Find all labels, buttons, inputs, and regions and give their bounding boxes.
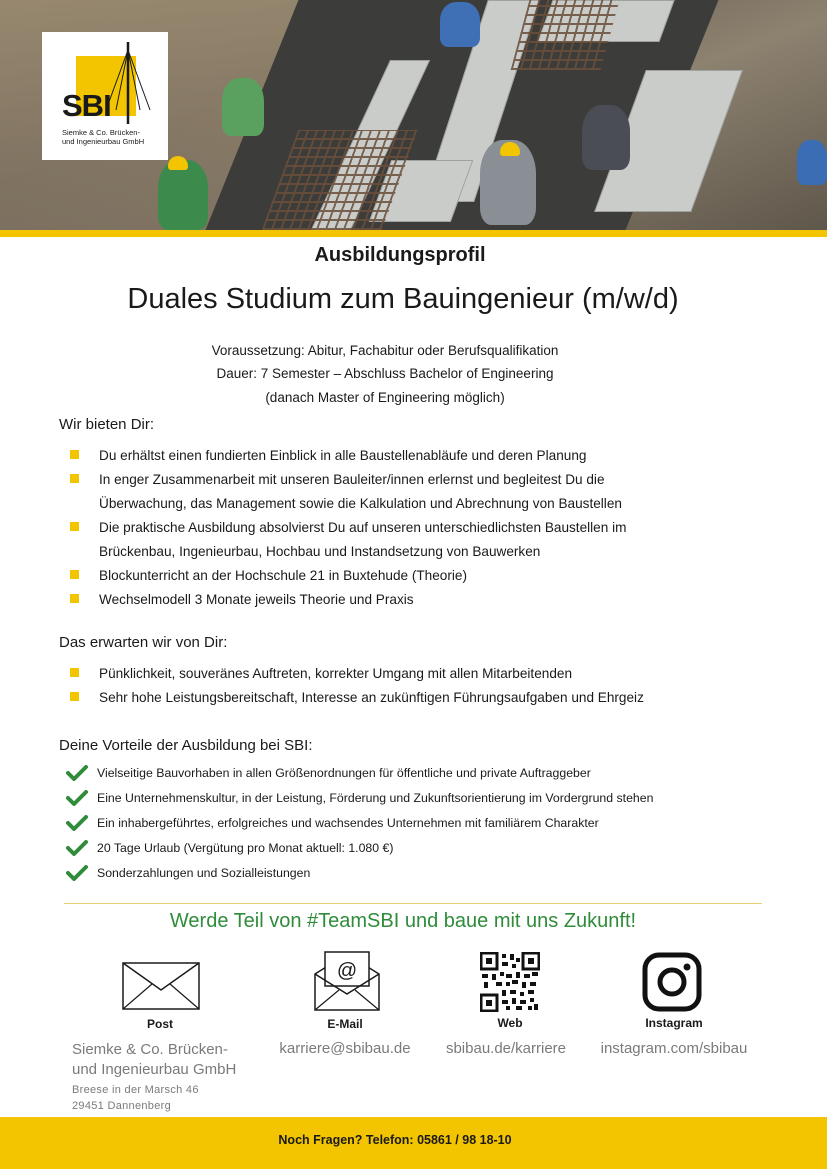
post-label: Post <box>146 1017 173 1031</box>
bullet-square-icon <box>70 522 79 531</box>
requirement-line: Voraussetzung: Abitur, Fachabitur oder Berufsqualifikation <box>211 343 559 358</box>
list-item: Wechselmodell 3 Monate jeweils Theorie und Praxis <box>66 588 766 612</box>
list-item: Blockunterricht an der Hochschule 21 in Buxtehude (Theorie) <box>66 564 766 588</box>
list-item: Sehr hohe Leistungsbereitschaft, Interesse an zukünftigen Führungsaufgaben und Ehrgeiz <box>66 686 766 710</box>
envelope-icon <box>122 962 200 1010</box>
email-link[interactable]: karriere@sbibau.de <box>279 1040 411 1057</box>
address-company <box>72 1040 272 1080</box>
footer-contact: Noch Fragen? Telefon: 05861 / 98 18-10 <box>278 1133 512 1147</box>
duration-line: Dauer: 7 Semester – Abschluss Bachelor of Engineering <box>216 366 554 381</box>
instagram-label: Instagram <box>645 1016 703 1030</box>
list-item: Ein inhabergeführtes, erfolgreiches und wachsendes Unternehmen mit familiärem Charakter <box>66 811 766 836</box>
offer-list <box>66 444 766 612</box>
bullet-square-icon <box>70 668 79 677</box>
address-street: Breese in der Marsch 46 <box>72 1084 199 1096</box>
company-logo <box>42 32 168 160</box>
list-item: 20 Tage Urlaub (Vergütung pro Monat aktuell: 1.080 €) <box>66 836 766 861</box>
divider-line <box>64 903 762 904</box>
bullet-square-icon <box>70 692 79 701</box>
logo-brand: SBI <box>62 88 111 123</box>
email-label: E-Mail <box>327 1017 363 1031</box>
bridge-mast-icon <box>102 40 162 126</box>
benefits-heading: Deine Vorteile der Ausbildung bei SBI: <box>59 737 313 754</box>
list-item: Eine Unternehmenskultur, in der Leistung, Förderung und Zukunftsorientierung im Vordergrund stehen <box>66 786 766 811</box>
address-city: 29451 Dannenberg <box>72 1100 171 1112</box>
profile-label: Ausbildungsprofil <box>314 244 486 266</box>
page-title: Duales Studium zum Bauingenieur (m/w/d) <box>127 283 679 315</box>
bullet-square-icon <box>70 474 79 483</box>
email-at-icon[interactable] <box>313 950 381 1012</box>
logo-company-line1: Siemke & Co. Brücken- <box>62 128 140 137</box>
list-item: Die praktische Ausbildung absolvierst Du auf unseren unterschiedlichsten Baustellen im Brückenbau, Ingenieurbau, Hochbau und Instandsetzung von Bauwerken <box>66 516 766 564</box>
instagram-link[interactable]: instagram.com/sbibau <box>600 1040 748 1057</box>
logo-company-line2: und Ingenieurbau GmbH <box>62 137 145 146</box>
list-item: Vielseitige Bauvorhaben in allen Größenordnungen für öffentliche und private Auftraggeber <box>66 761 766 786</box>
offer-heading: Wir bieten Dir: <box>59 416 155 433</box>
list-item: In enger Zusammenarbeit mit unseren Bauleiter/innen erlernst und begleitest Du die Überwachung, das Management sowie die Kalkulation und Abrechnung von Baustellen <box>66 468 766 516</box>
qr-code-icon[interactable] <box>480 952 540 1012</box>
checkmark-icon <box>66 765 88 781</box>
checkmark-icon <box>66 790 88 806</box>
call-to-action: Werde Teil von #TeamSBI und baue mit uns Zukunft! <box>169 910 637 932</box>
checkmark-icon <box>66 840 88 856</box>
svg-text:@: @ <box>336 960 358 982</box>
checkmark-icon <box>66 815 88 831</box>
yellow-divider <box>0 230 827 237</box>
web-label: Web <box>497 1016 523 1030</box>
bullet-square-icon <box>70 570 79 579</box>
expect-heading: Das erwarten wir von Dir: <box>59 634 228 651</box>
benefits-list <box>66 761 766 886</box>
list-item: Sonderzahlungen und Sozialleistungen <box>66 861 766 886</box>
address-company-line1: Siemke & Co. Brücken- <box>72 1041 228 1058</box>
master-note: (danach Master of Engineering möglich) <box>265 390 505 405</box>
address-company-line2: und Ingenieurbau GmbH <box>72 1061 237 1078</box>
list-item: Pünklichkeit, souveränes Auftreten, korrekter Umgang mit allen Mitarbeitenden <box>66 662 766 686</box>
bullet-square-icon <box>70 594 79 603</box>
list-item: Du erhältst einen fundierten Einblick in alle Baustellenabläufe und deren Planung <box>66 444 766 468</box>
instagram-icon[interactable] <box>642 952 702 1012</box>
bullet-square-icon <box>70 450 79 459</box>
web-link[interactable]: sbibau.de/karriere <box>445 1040 567 1057</box>
expect-list <box>66 662 766 710</box>
checkmark-icon <box>66 865 88 881</box>
